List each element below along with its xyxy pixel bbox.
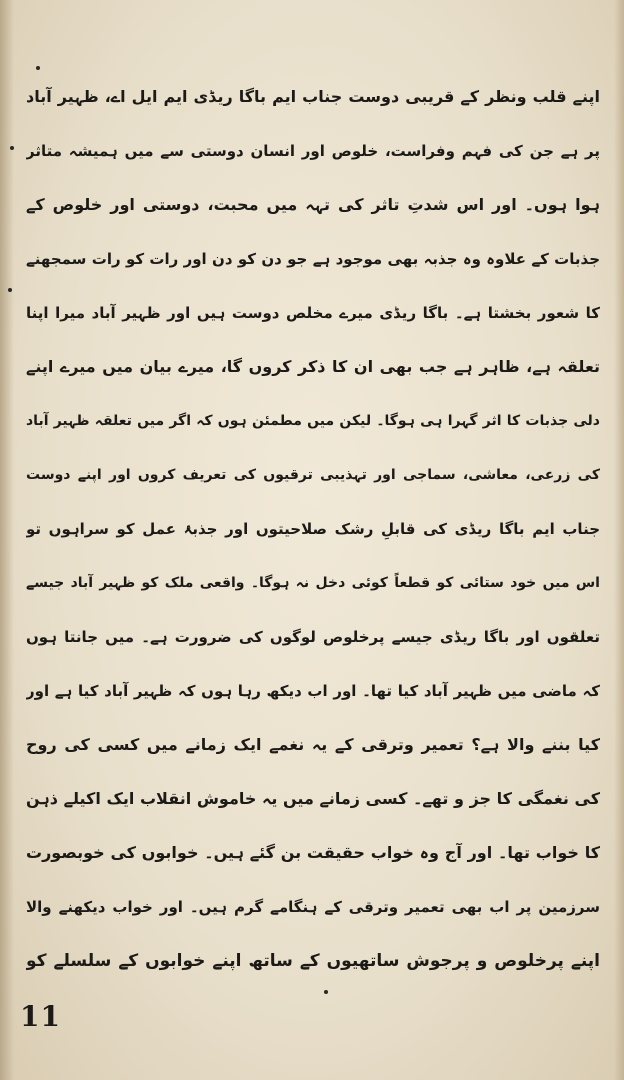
ink-dot: [324, 990, 328, 994]
text-line: جذبات کے علاوہ وہ جذبہ بھی موجود ہے جو دن کو دن اور رات کو رات سمجھنے: [26, 250, 600, 268]
text-line: کی نغمگی کا جز و تھے۔ کسی زمانے میں یہ خاموش انقلاب ایک اکیلے ذہن: [26, 789, 600, 808]
text-line: کہ ماضی میں ظہیر آباد کیا تھا۔ اور اب دیکھ رہا ہوں کہ ظہیر آباد کیا ہے اور: [26, 682, 600, 700]
text-line: اس میں خود ستائی کو قطعاً کوئی دخل نہ ہوگا۔ واقعی ملک کو ظہیر آباد جیسے: [26, 575, 600, 591]
text-line: کا خواب تھا۔ اور آج وہ خواب حقیقت بن گئے ہیں۔ خوابوں کی خوبصورت: [26, 843, 600, 862]
urdu-text-block: [26, 70, 600, 988]
ink-dot: [10, 146, 14, 150]
text-line: پر ہے جن کی فہم وفراست، خلوص اور انسان دوستی سے میں ہمیشہ متاثر: [26, 142, 600, 160]
page-number: 11: [20, 1000, 61, 1033]
text-line: اپنے پرخلوص و پرجوش ساتھیوں کے ساتھ اپنے خوابوں کے سلسلے کو: [26, 951, 600, 971]
text-line: کیا بننے والا ہے؟ تعمیر وترقی کے یہ نغمے ایک زمانے میں کسی کی روح: [26, 735, 600, 754]
text-line: ہوا ہوں۔ اور اس شدتِ تاثر کی تہہ میں محبت، دوستی اور خلوص کے: [26, 195, 600, 214]
text-line: اپنے قلب ونظر کے قریبی دوست جناب ایم باگا ریڈی ایم ایل اے، ظہیر آباد: [26, 87, 600, 106]
text-line: تعلقوں اور باگا ریڈی جیسے پرخلوص لوگوں کی ضرورت ہے۔ میں جانتا ہوں: [26, 628, 600, 646]
text-line: جناب ایم باگا ریڈی کی قابلِ رشک صلاحیتوں اور جذبۂ عمل کو سراہوں تو: [26, 520, 600, 538]
text-line: کا شعور بخشتا ہے۔ باگا ریڈی میرے مخلص دوست ہیں اور ظہیر آباد میرا اپنا: [26, 304, 600, 322]
ink-dot: [8, 288, 12, 292]
text-line: کی زرعی، معاشی، سماجی اور تہذیبی ترقیوں کی تعریف کروں اور اپنے دوست: [26, 467, 600, 483]
text-line: سرزمین پر اب بھی تعمیر وترقی کے ہنگامے گرم ہیں۔ اور خواب دیکھنے والا: [26, 898, 600, 916]
text-line: دلی جذبات کا اثر گہرا ہی ہوگا۔ لیکن میں مطمئن ہوں کہ اگر میں تعلقہ ظہیر آباد: [26, 413, 600, 429]
text-line: تعلقہ ہے، ظاہر ہے جب بھی ان کا ذکر کروں گا، میرے بیان میں میرے اپنے: [26, 357, 600, 376]
